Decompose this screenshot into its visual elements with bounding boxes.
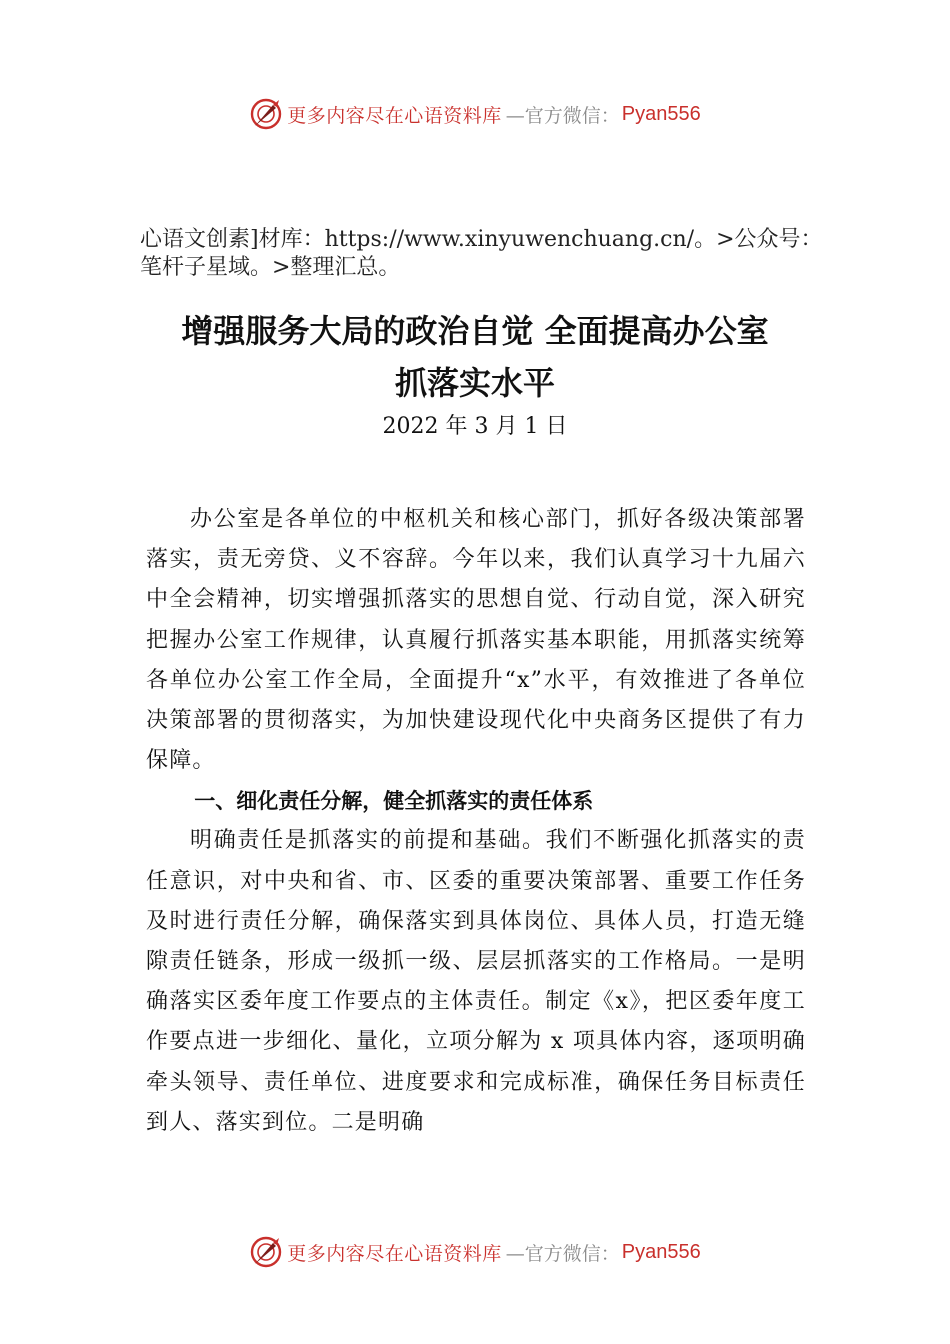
footer-watermark	[0, 1232, 950, 1272]
quill-logo-icon	[249, 97, 283, 131]
document-title	[100, 305, 850, 409]
paragraph-section-1: 明确责任是抓落实的前提和基础。我们不断强化抓落实的责任意识，对中央和省、市、区委的重要决策部署、重要工作任务及时进行责任分解，确保落实到具体岗位、具体人员，打造无缝隙责任链条，形成一级抓一级、层层抓落实的工作格局。一是明确落实区委年度工作要点的主体责任。制定《x》，把区委年度工作要点进一步细化、量化，立项分解为 x 项具体内容，逐项明确牵头领导、责任单位、进度要求和完成标准，确保任务目标责任到人、落实到位。二是明确	[146, 828, 806, 1135]
watermark-separator: —官方微信：	[505, 104, 620, 127]
watermark-wechat-id: Pyan556	[621, 102, 701, 125]
watermark-text: 更多内容尽在心语资料库	[287, 104, 502, 127]
document-date: 2022 年 3 月 1 日	[382, 414, 568, 439]
header-watermark	[0, 94, 950, 134]
document-body	[146, 500, 806, 1143]
section-heading-1: 一、细化责任分解，健全抓落实的责任体系	[194, 789, 594, 814]
paragraph-intro: 办公室是各单位的中枢机关和核心部门，抓好各级决策部署落实，责无旁贷、义不容辞。今年以来，我们认真学习十九届六中全会精神，切实增强抓落实的思想自觉、行动自觉，深入研究把握办公室工作规律，认真履行抓落实基本职能，用抓落实统筹各单位办公室工作全局，全面提升“x”水平，有效推进了各单位决策部署的贯彻落实，为加快建设现代化中央商务区提供了有力保障。	[146, 507, 806, 774]
source-line: 心语文创素]材库：https://www.xinyuwenchuang.cn/。>公众号：笔杆子星域。>整理汇总。	[140, 227, 823, 280]
watermark-wechat-id: Pyan556	[621, 1240, 701, 1263]
title-line-1: 增强服务大局的政治自觉 全面提高办公室	[181, 312, 769, 350]
watermark-separator: —官方微信：	[505, 1242, 620, 1265]
watermark-text: 更多内容尽在心语资料库	[287, 1242, 502, 1265]
quill-logo-icon	[249, 1235, 283, 1269]
title-line-2: 抓落实水平	[394, 364, 555, 402]
